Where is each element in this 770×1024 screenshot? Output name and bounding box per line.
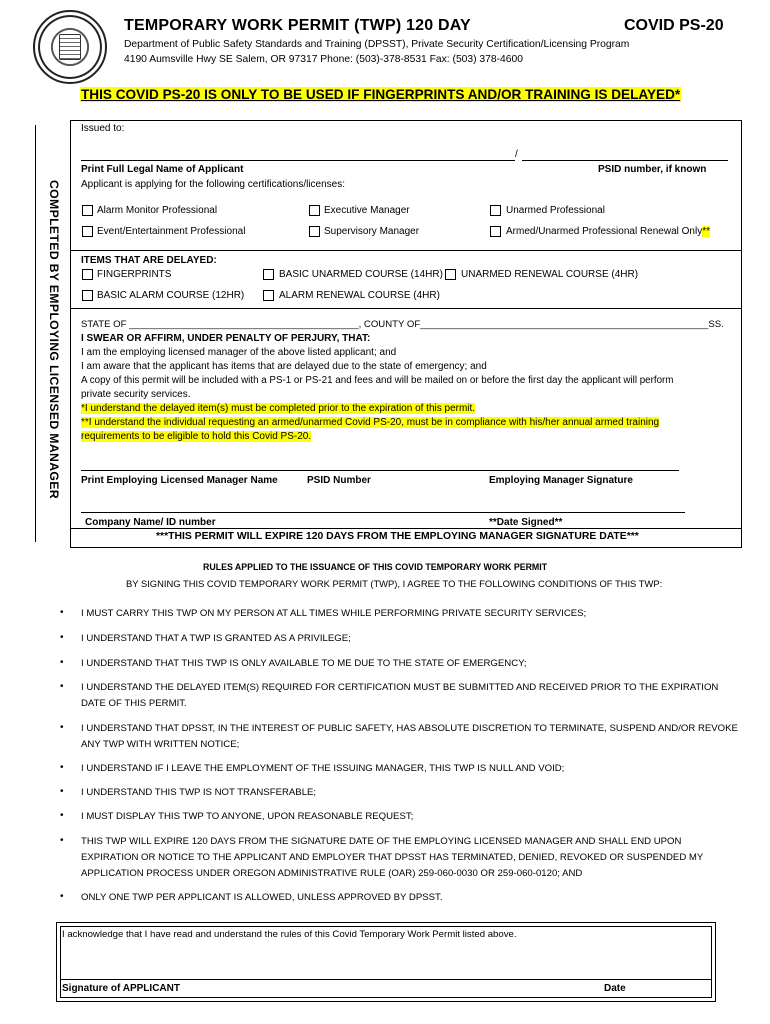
rule-bullet: • <box>60 835 64 846</box>
rule-bullet: • <box>60 681 64 692</box>
rule-bullet: • <box>60 891 64 902</box>
unarmed-renewal-course-label: UNARMED RENEWAL COURSE (4HR) <box>461 269 639 280</box>
applicant-name-field[interactable] <box>81 160 515 161</box>
applicant-psid-label: PSID number, if known <box>598 164 707 175</box>
event-entertainment-label: Event/Entertainment Professional <box>97 226 246 237</box>
alarm-renewal-course-label: ALARM RENEWAL COURSE (4HR) <box>279 290 440 301</box>
affirmation-line: I am the employing licensed manager of the above listed applicant; and <box>81 347 397 358</box>
alarm-renewal-course-checkbox[interactable] <box>263 290 274 301</box>
date-signed-label: **Date Signed** <box>489 517 563 528</box>
rule-item: I UNDERSTAND THAT A TWP IS GRANTED AS A PRIVILEGE; <box>81 633 351 644</box>
acknowledgement-text: I acknowledge that I have read and understand the rules of this Covid Temporary Work Permit listed above. <box>62 929 517 940</box>
rules-heading: RULES APPLIED TO THE ISSUANCE OF THIS COVID TEMPORARY WORK PERMIT <box>203 562 548 572</box>
applicant-signature-label: Signature of APPLICANT <box>62 983 180 994</box>
address-line: 4190 Aumsville Hwy SE Salem, OR 97317 Phone: (503)-378-8531 Fax: (503) 378-4600 <box>124 54 523 65</box>
fingerprints-label: FINGERPRINTS <box>97 269 172 280</box>
event-entertainment-checkbox[interactable] <box>82 226 93 237</box>
expiry-notice: ***THIS PERMIT WILL EXPIRE 120 DAYS FROM THE EMPLOYING MANAGER SIGNATURE DATE*** <box>156 531 639 542</box>
applicant-psid-field[interactable] <box>522 160 728 161</box>
rule-bullet: • <box>60 786 64 797</box>
department-line: Department of Public Safety Standards and Training (DPSST), Private Security Certification/Licensing Program <box>124 39 630 50</box>
rule-item: I UNDERSTAND THAT DPSST, IN THE INTEREST OF PUBLIC SAFETY, HAS ABSOLUTE DISCRETION TO TERMINATE, SUSPEND AND/OR REVOKE ANY TWP WITH WRITTEN NOTICE; <box>81 723 738 750</box>
rule-item: I MUST CARRY THIS TWP ON MY PERSON AT ALL TIMES WHILE PERFORMING PRIVATE SECURITY SERVICES; <box>81 608 587 619</box>
affirmation-line: A copy of this permit will be included with a PS-1 or PS-21 and fees and will be mailed on or before the first day the applicant will perform <box>81 375 674 386</box>
manager-name-label: Print Employing Licensed Manager Name <box>81 475 278 486</box>
unarmed-renewal-course-checkbox[interactable] <box>445 269 456 280</box>
rule-bullet: • <box>60 657 64 668</box>
section-divider <box>70 528 742 529</box>
executive-manager-label: Executive Manager <box>324 205 410 216</box>
side-label <box>36 180 66 510</box>
rule-bullet: • <box>60 722 64 733</box>
delayed-items-note: *I understand the delayed item(s) must be completed prior to the expiration of this permit. <box>81 403 476 414</box>
basic-alarm-course-label: BASIC ALARM COURSE (12HR) <box>97 290 245 301</box>
rule-item: I UNDERSTAND THIS TWP IS NOT TRANSFERABLE; <box>81 787 317 798</box>
state-seal-icon <box>33 10 107 84</box>
basic-unarmed-course-checkbox[interactable] <box>263 269 274 280</box>
applicant-name-label: Print Full Legal Name of Applicant <box>81 164 244 175</box>
manager-signature-field[interactable] <box>81 470 679 471</box>
rule-bullet: • <box>60 810 64 821</box>
state-county-line[interactable]: STATE OF ___________________________________________, COUNTY OF______________________________________________________SS. <box>81 319 724 330</box>
alarm-monitor-label: Alarm Monitor Professional <box>97 205 218 216</box>
alarm-monitor-checkbox[interactable] <box>82 205 93 216</box>
manager-signature-label: Employing Manager Signature <box>489 475 633 486</box>
section-divider <box>70 250 742 251</box>
name-psid-separator: / <box>515 149 518 160</box>
armed-training-note: **I understand the individual requesting an armed/unarmed Covid PS-20, must be in compliance with his/her annual armed training <box>81 417 660 428</box>
form-code: COVID PS-20 <box>624 17 724 34</box>
armed-unarmed-renewal-checkbox[interactable] <box>490 226 501 237</box>
armed-unarmed-renewal-label: Armed/Unarmed Professional Renewal Only** <box>506 226 710 237</box>
section-divider <box>70 308 742 309</box>
rule-item: I MUST DISPLAY THIS TWP TO ANYONE, UPON REASONABLE REQUEST; <box>81 811 414 822</box>
form-title: TEMPORARY WORK PERMIT (TWP) 120 DAY <box>124 17 471 34</box>
fingerprints-checkbox[interactable] <box>82 269 93 280</box>
rule-bullet: • <box>60 607 64 618</box>
rule-bullet: • <box>60 762 64 773</box>
covid-usage-banner: THIS COVID PS-20 IS ONLY TO BE USED IF FINGERPRINTS AND/OR TRAINING IS DELAYED* <box>81 87 681 102</box>
applicant-date-label: Date <box>604 983 626 994</box>
issued-to-label: Issued to: <box>81 123 125 134</box>
rule-bullet: • <box>60 632 64 643</box>
manager-psid-label: PSID Number <box>307 475 371 486</box>
side-label-text: COMPLETED BY EMPLOYING LICENSED MANAGER <box>47 180 61 499</box>
basic-unarmed-course-label: BASIC UNARMED COURSE (14HR) <box>279 269 443 280</box>
rules-intro: BY SIGNING THIS COVID TEMPORARY WORK PERMIT (TWP), I AGREE TO THE FOLLOWING CONDITIONS OF THIS TWP: <box>126 578 663 589</box>
armed-training-note: requirements to be eligible to hold this Covid PS-20. <box>81 431 312 442</box>
basic-alarm-course-checkbox[interactable] <box>82 290 93 301</box>
delayed-heading: ITEMS THAT ARE DELAYED: <box>81 255 217 266</box>
company-id-label: Company Name/ ID number <box>85 517 216 528</box>
applying-text: Applicant is applying for the following certifications/licenses: <box>81 179 346 190</box>
unarmed-professional-checkbox[interactable] <box>490 205 501 216</box>
rule-item: I UNDERSTAND THAT THIS TWP IS ONLY AVAILABLE TO ME DUE TO THE STATE OF EMERGENCY; <box>81 658 527 669</box>
rule-item: I UNDERSTAND THE DELAYED ITEM(S) REQUIRED FOR CERTIFICATION MUST BE SUBMITTED AND RECEIVED PRIOR TO THE EXPIRATION DATE OF THIS PERMIT. <box>81 682 719 709</box>
renewal-footnote-mark: ** <box>702 226 710 237</box>
supervisory-manager-label: Supervisory Manager <box>324 226 420 237</box>
applicant-signature-field[interactable] <box>60 979 712 980</box>
rule-item: I UNDERSTAND IF I LEAVE THE EMPLOYMENT OF THE ISSUING MANAGER, THIS TWP IS NULL AND VOID; <box>81 763 565 774</box>
swear-heading: I SWEAR OR AFFIRM, UNDER PENALTY OF PERJURY, THAT: <box>81 333 371 344</box>
rule-item: THIS TWP WILL EXPIRE 120 DAYS FROM THE SIGNATURE DATE OF THE EMPLOYING LICENSED MANAGER AND SHALL END UPON EXPIRATION OR NOTICE TO THE APPLICANT AND EMPLOYER THAT DPSST HAS TERMINATED, DENIED, REVOKED OR SUSPENDED MY APPLICATION PROCESS UNDER OREGON ADMINISTRATIVE RULE (OAR) 259-060-0030 OR 259-060-0120; AND <box>81 836 704 879</box>
rule-item: ONLY ONE TWP PER APPLICANT IS ALLOWED, UNLESS APPROVED BY DPSST. <box>81 892 443 903</box>
company-date-field[interactable] <box>81 512 685 513</box>
unarmed-professional-label: Unarmed Professional <box>506 205 605 216</box>
executive-manager-checkbox[interactable] <box>309 205 320 216</box>
affirmation-line: private security services. <box>81 389 191 400</box>
supervisory-manager-checkbox[interactable] <box>309 226 320 237</box>
affirmation-line: I am aware that the applicant has items that are delayed due to the state of emergency; and <box>81 361 487 372</box>
